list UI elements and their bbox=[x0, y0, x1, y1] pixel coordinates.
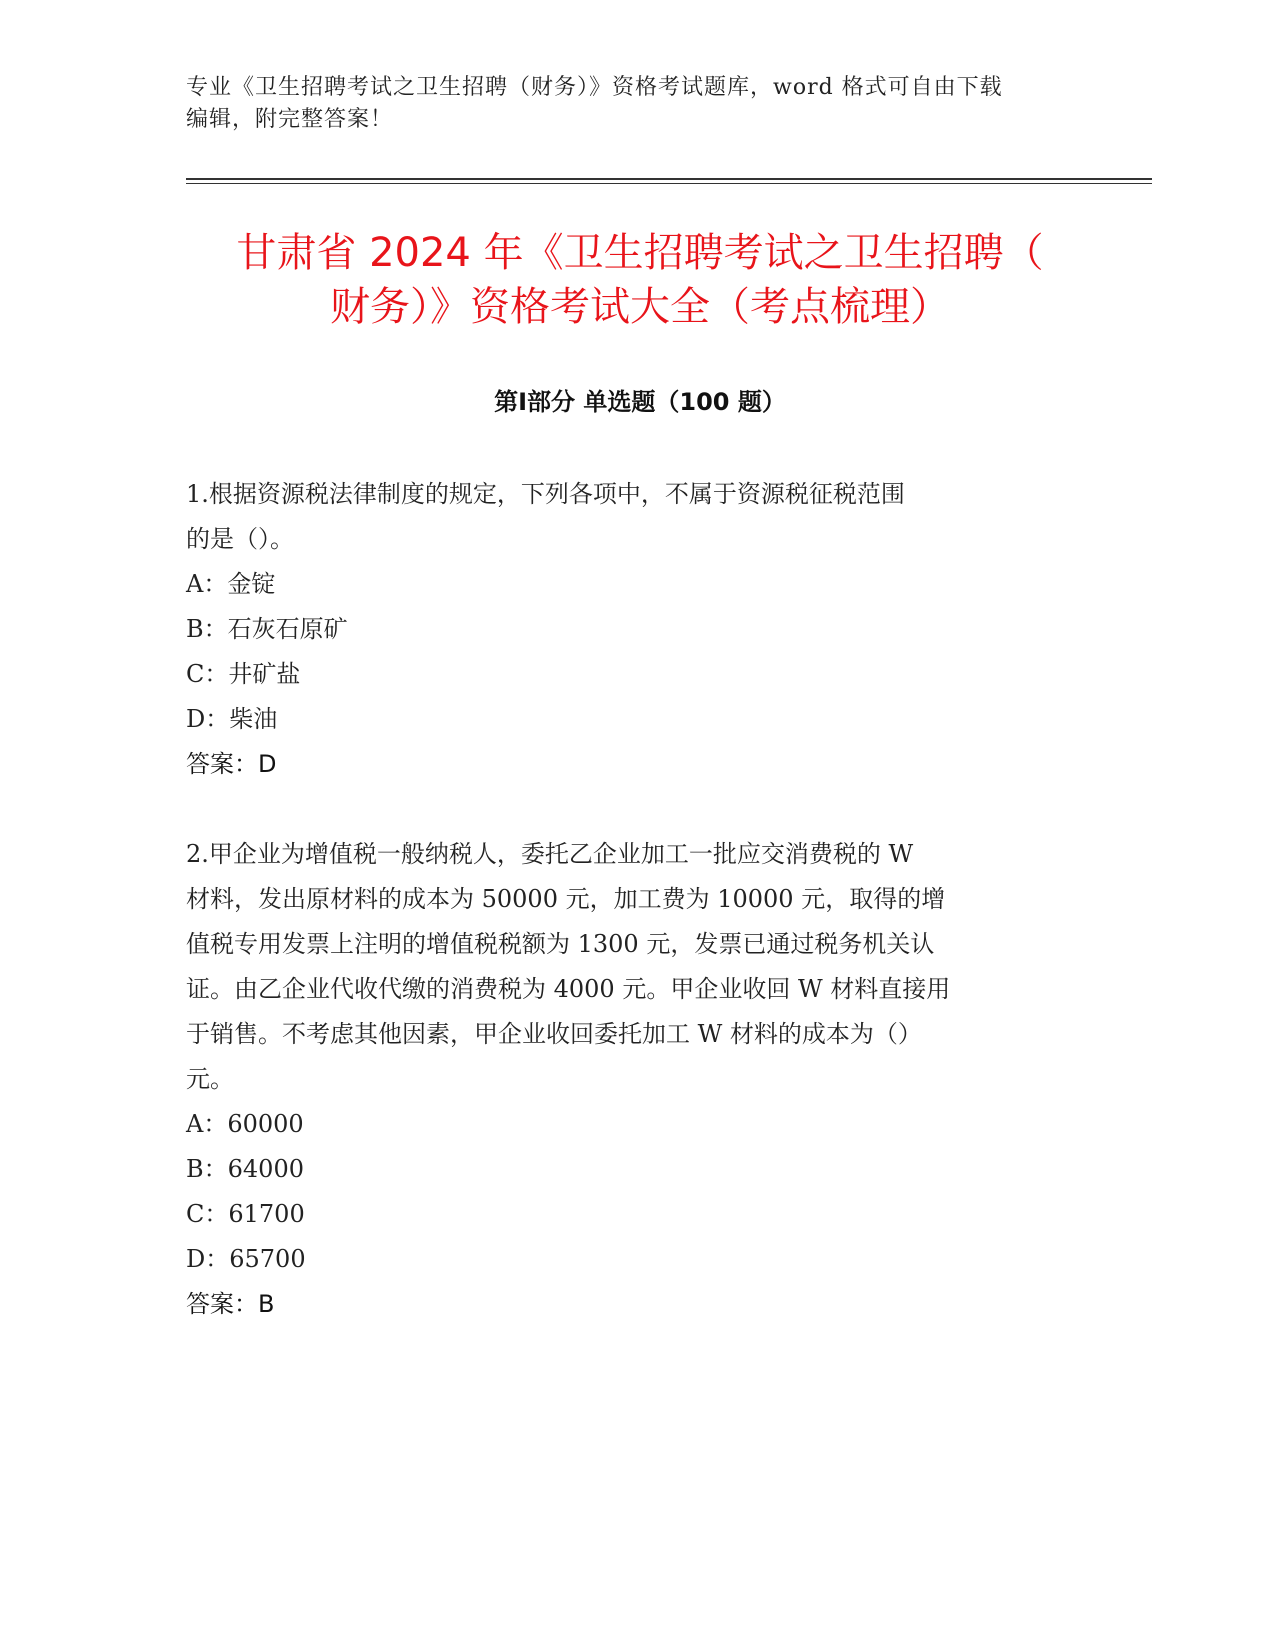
question-stem-line: 值税专用发票上注明的增值税税额为 1300 元，发票已通过税务机关认 bbox=[186, 930, 935, 958]
answer-label: 答案：D bbox=[186, 750, 277, 778]
question-stem bbox=[186, 832, 1066, 1102]
header-note bbox=[186, 72, 1076, 136]
option-list bbox=[186, 1102, 1066, 1282]
question-stem-line: 材料，发出原材料的成本为 50000 元，加工费为 10000 元，取得的增 bbox=[186, 885, 946, 913]
answer-label: 答案：B bbox=[186, 1290, 275, 1318]
option-b: B：64000 bbox=[186, 1155, 304, 1183]
question-stem-line: 于销售。不考虑其他因素，甲企业收回委托加工 W 材料的成本为（） bbox=[186, 1020, 922, 1048]
option-b: B：石灰石原矿 bbox=[186, 615, 348, 643]
option-a: A：金锭 bbox=[186, 570, 276, 598]
header-rule-thin bbox=[186, 183, 1152, 184]
question-1 bbox=[186, 472, 1066, 787]
option-a: A：60000 bbox=[186, 1110, 304, 1138]
question-stem-line: 1.根据资源税法律制度的规定，下列各项中，不属于资源税征税范围 bbox=[186, 480, 905, 508]
option-list bbox=[186, 562, 1066, 742]
question-2 bbox=[186, 832, 1066, 1327]
header-note-line-2: 编辑，附完整答案！ bbox=[186, 107, 394, 132]
option-d: D：柴油 bbox=[186, 705, 278, 733]
question-stem bbox=[186, 472, 1066, 562]
document-title bbox=[150, 226, 1130, 334]
question-stem-line: 2.甲企业为增值税一般纳税人，委托乙企业加工一批应交消费税的 W bbox=[186, 840, 914, 868]
document-title-line-2: 财务）》资格考试大全（考点梳理） bbox=[330, 284, 950, 330]
header-rule-thick bbox=[186, 178, 1152, 180]
header-note-line-1: 专业《卫生招聘考试之卫生招聘（财务）》资格考试题库，word 格式可自由下载 bbox=[186, 75, 1003, 100]
section-heading: 第Ⅰ部分 单选题（100 题） bbox=[494, 388, 786, 416]
option-d: D：65700 bbox=[186, 1245, 306, 1273]
document-title-line-1: 甘肃省 2024 年《卫生招聘考试之卫生招聘（ bbox=[236, 230, 1044, 276]
question-stem-line: 元。 bbox=[186, 1065, 234, 1093]
option-c: C：井矿盐 bbox=[186, 660, 301, 688]
question-stem-line: 证。由乙企业代收代缴的消费税为 4000 元。甲企业收回 W 材料直接用 bbox=[186, 975, 951, 1003]
question-stem-line: 的是（）。 bbox=[186, 525, 294, 553]
option-c: C：61700 bbox=[186, 1200, 305, 1228]
